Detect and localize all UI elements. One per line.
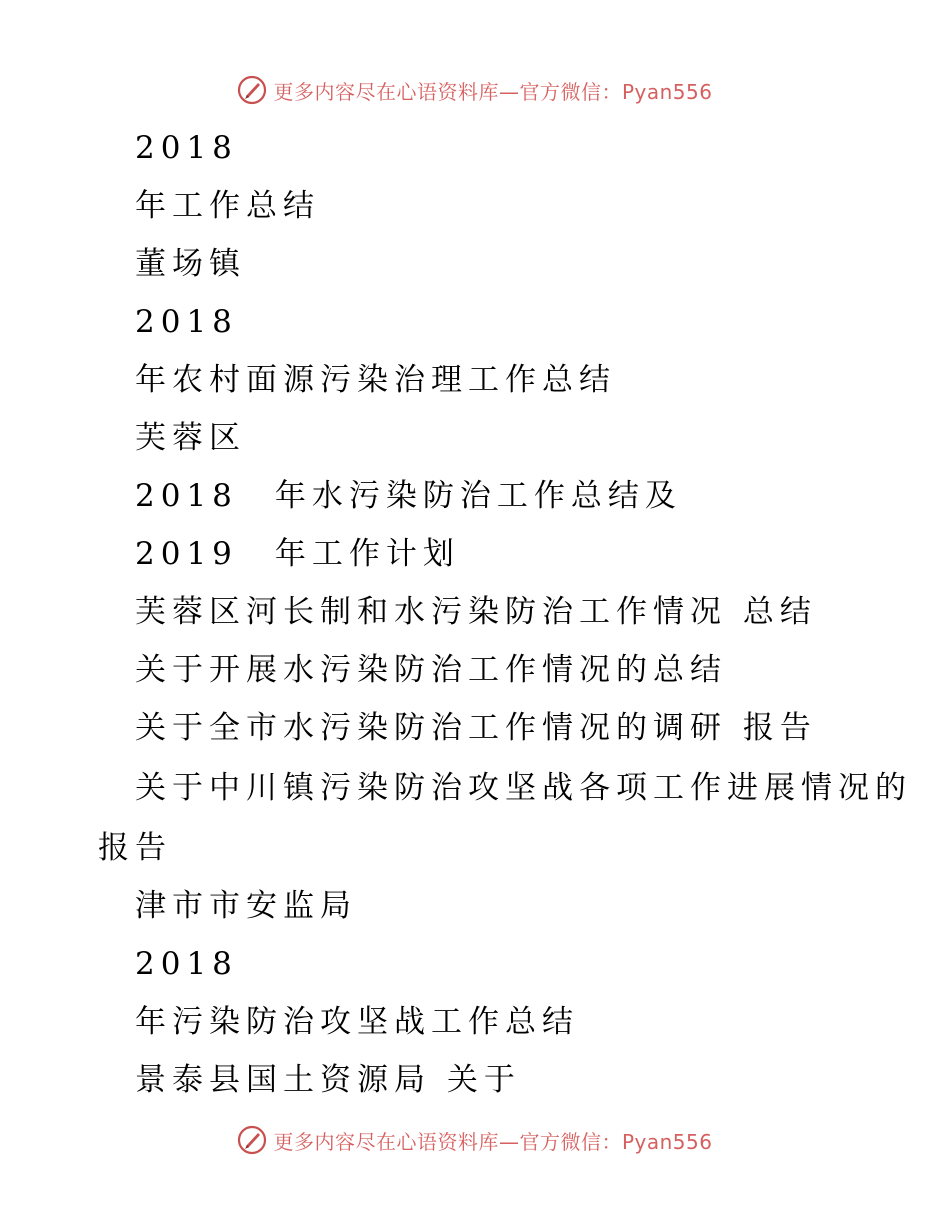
- footer-banner: [0, 1120, 950, 1160]
- document-line: 芙蓉区河长制和水污染防治工作情况 总结: [135, 594, 817, 630]
- document-line: 董场镇: [135, 246, 246, 282]
- document-line: 2018 年水污染防治工作总结及: [135, 478, 682, 514]
- banner-text: 更多内容尽在心语资料库—官方微信：Pyan556: [273, 1129, 713, 1154]
- header-banner: [0, 70, 950, 110]
- document-line: 景泰县国土资源局 关于: [135, 1062, 521, 1098]
- document-line: 关于开展水污染防治工作情况的总结: [135, 652, 727, 688]
- quill-logo-icon: [237, 75, 267, 105]
- document-line: 报告: [98, 830, 172, 866]
- document-line: 关于全市水污染防治工作情况的调研 报告: [135, 710, 817, 746]
- document-line: 2018: [135, 130, 238, 166]
- quill-logo-icon: [237, 1125, 267, 1155]
- document-line: 关于中川镇污染防治攻坚战各项工作进展情况的: [135, 770, 912, 806]
- document-line: 年农村面源污染治理工作总结: [135, 362, 616, 398]
- banner-text: 更多内容尽在心语资料库—官方微信：Pyan556: [273, 79, 713, 104]
- document-line: 年污染防治攻坚战工作总结: [135, 1004, 579, 1040]
- document-line: 2019 年工作计划: [135, 536, 460, 572]
- document-line: 年工作总结: [135, 188, 320, 224]
- document-line: 2018: [135, 304, 238, 340]
- document-line: 芙蓉区: [135, 420, 246, 456]
- document-line: 津市市安监局: [135, 888, 357, 924]
- document-line: 2018: [135, 946, 238, 982]
